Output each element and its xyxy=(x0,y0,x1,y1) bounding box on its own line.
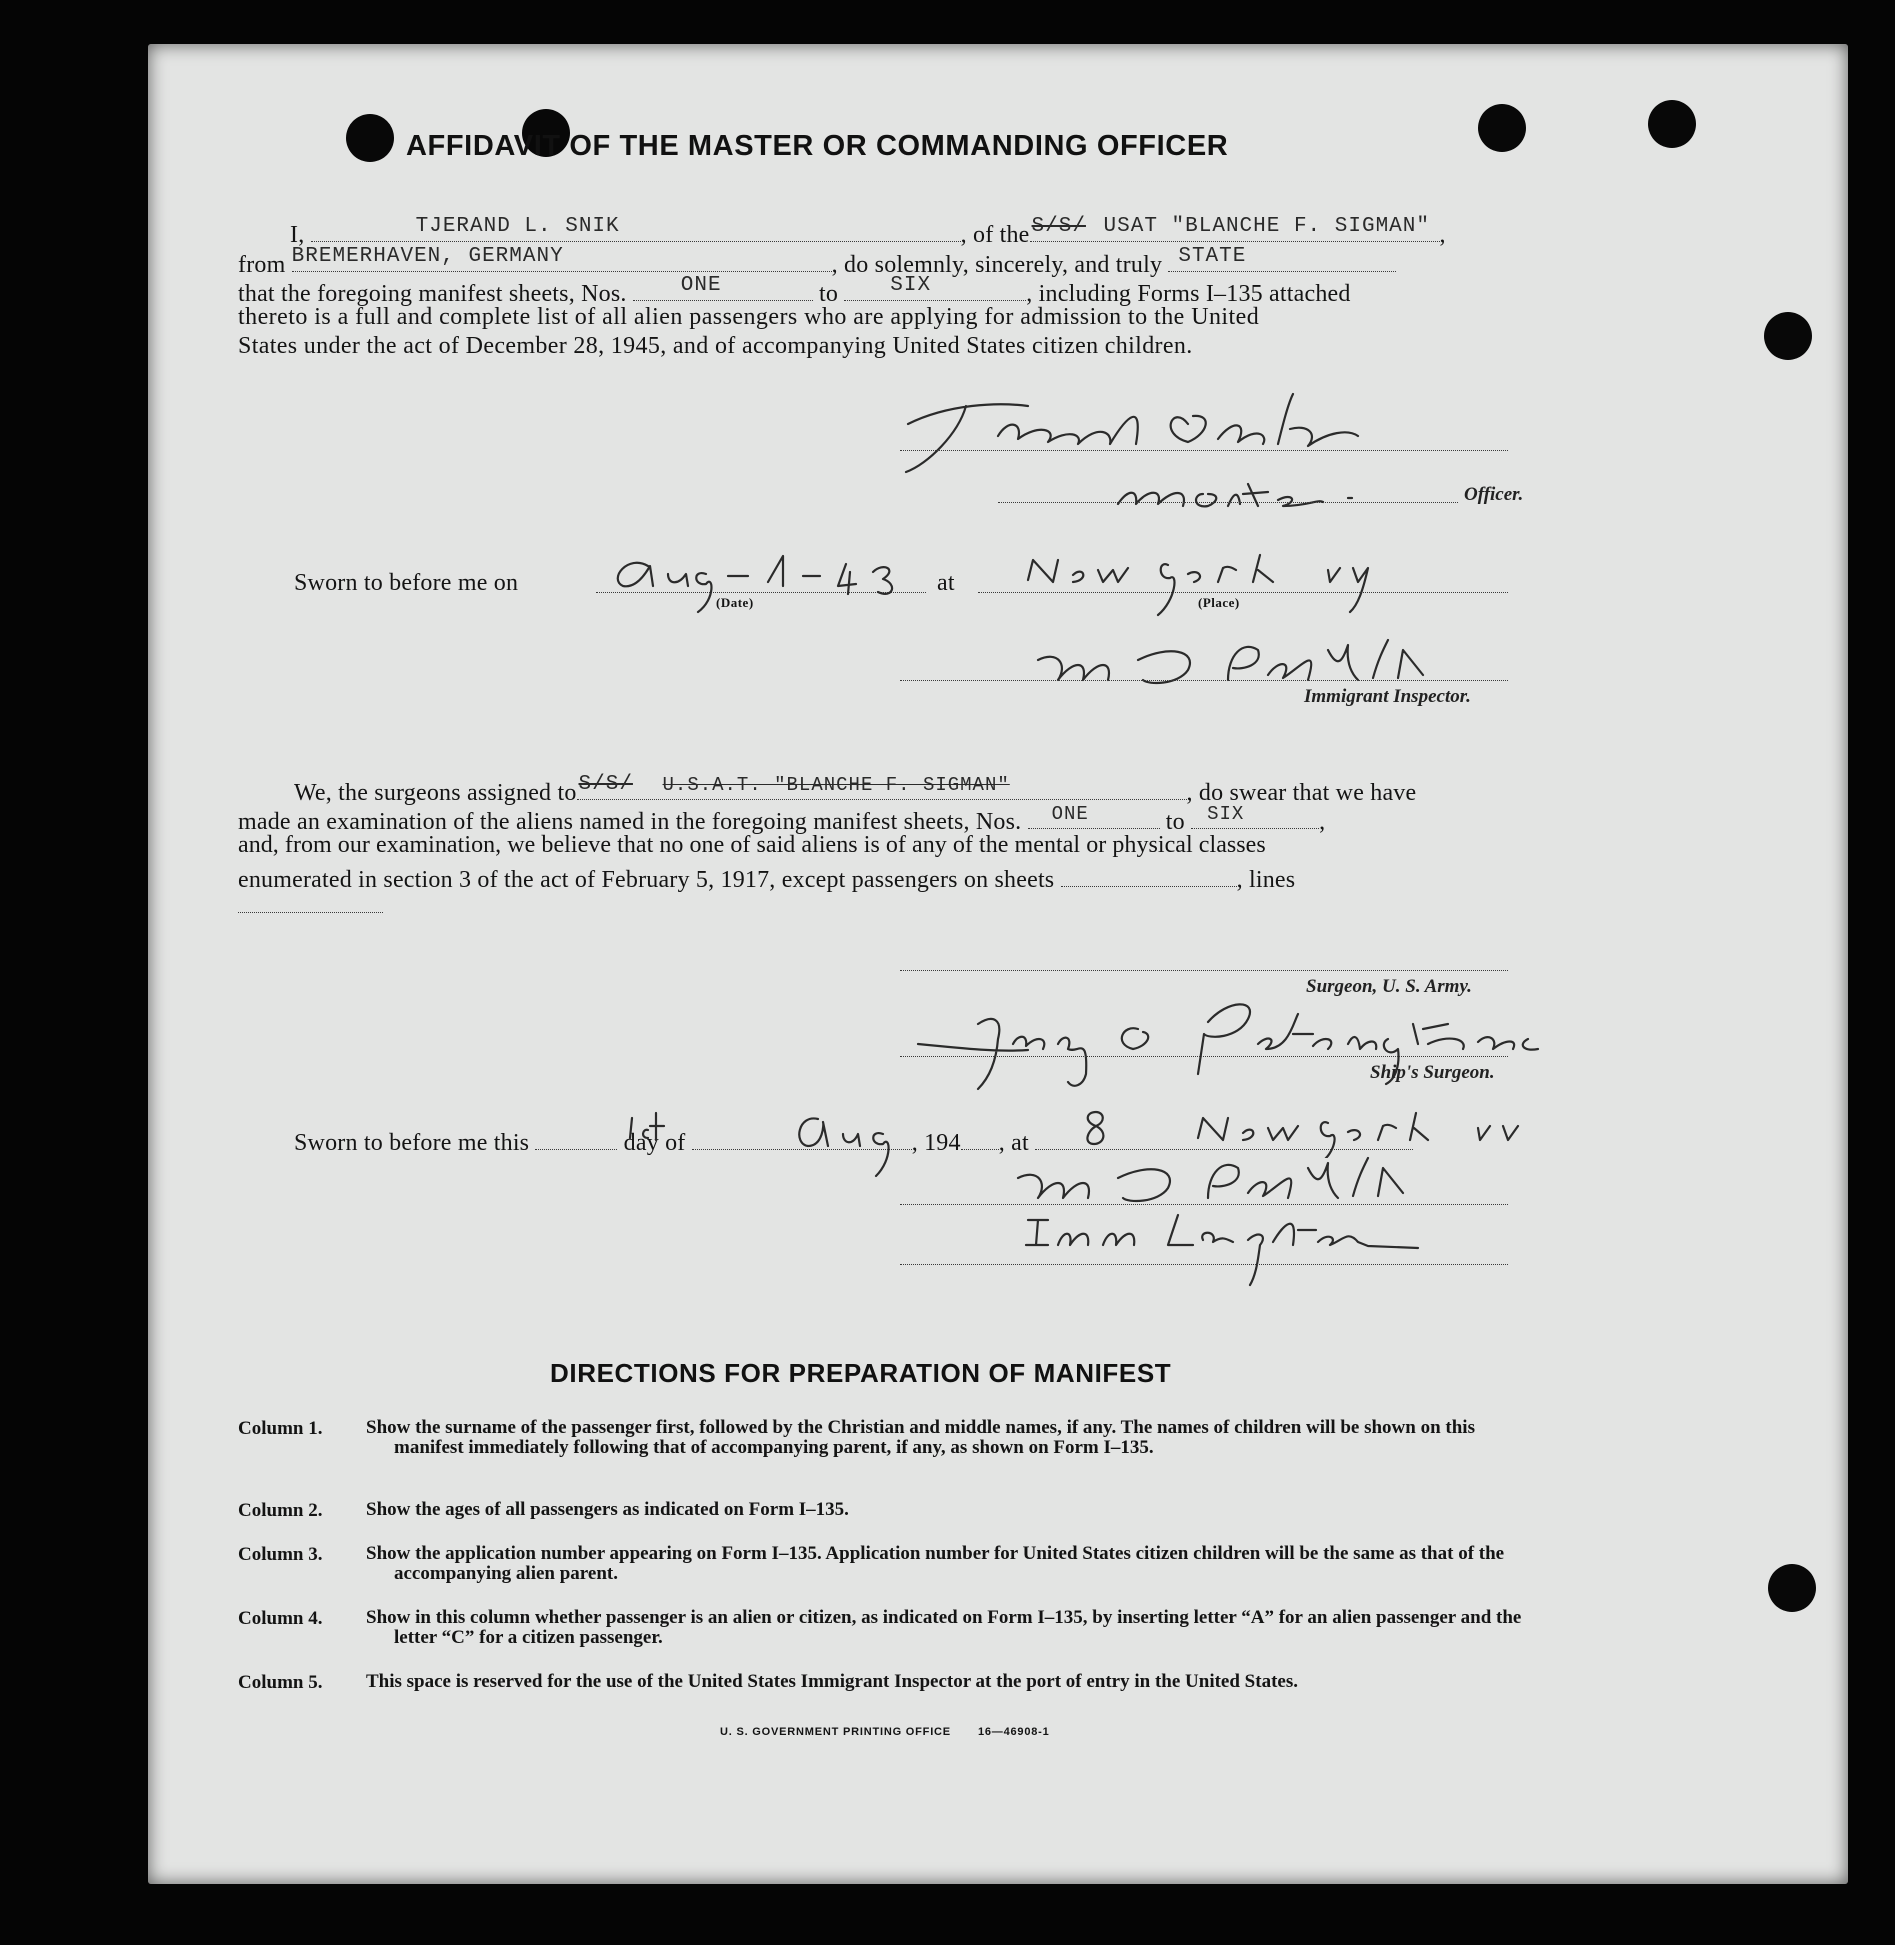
surgeon-ship-field xyxy=(577,774,1187,800)
sworn-month-handwritten xyxy=(788,1104,908,1184)
except-sheets-field xyxy=(1061,861,1237,887)
surgeon-line-2: made an examination of the aliens named in the foregoing manifest sheets, Nos. ONE to SIX , xyxy=(238,803,1326,836)
army-surgeon-caption: Surgeon, U. S. Army. xyxy=(1306,976,1472,997)
surgeon-ship-name: U.S.A.T. "BLANCHE F. SIGMAN" xyxy=(662,774,1010,797)
sheet-from-field xyxy=(633,275,813,301)
from-place-field xyxy=(292,246,832,272)
direction-column-label: Column 4. xyxy=(238,1608,323,1629)
master-line-1: I, TJERAND L. SNIK , of the S/S/ USAT "BLANCHE F. SIGMAN" , xyxy=(290,215,1446,249)
inspector-caption: Immigrant Inspector. xyxy=(1304,686,1471,707)
master-title-handwritten xyxy=(1108,464,1408,524)
surgeon-sheet-from: ONE xyxy=(1051,803,1089,826)
page-title: AFFIDAVIT OF THE MASTER OR COMMANDING OFFICER xyxy=(406,130,1229,162)
surgeon-ship-prefix xyxy=(579,773,633,796)
form-number: 16—46908-1 xyxy=(977,1726,1050,1738)
punch-hole xyxy=(346,114,394,162)
ship-surgeon-signature-line xyxy=(900,1056,1508,1057)
punch-hole xyxy=(1648,100,1696,148)
surgeon-sheet-to-field xyxy=(1191,803,1319,829)
sworn-day-field xyxy=(535,1124,617,1150)
direction-column-label: Column 3. xyxy=(238,1544,323,1565)
second-inspector-title-handwritten xyxy=(1018,1200,1538,1290)
master-signature-line xyxy=(900,450,1508,451)
i-label: I, xyxy=(290,222,305,249)
direction-column-label: Column 5. xyxy=(238,1672,323,1693)
from-place: BREMERHAVEN, GERMANY xyxy=(291,245,564,269)
sworn-day-handwritten xyxy=(618,1108,678,1148)
sheet-from: ONE xyxy=(680,274,722,298)
year-digit-field xyxy=(961,1124,999,1150)
direction-column-label: Column 1. xyxy=(238,1418,323,1439)
sheets-label: that the foregoing manifest sheets, Nos. xyxy=(238,281,627,308)
master-name-field xyxy=(311,216,961,242)
surgeon-sworn-label: Sworn to before me this xyxy=(294,1130,530,1157)
surgeon-at-label: , at xyxy=(998,1130,1029,1157)
printer-imprint xyxy=(720,1726,1050,1738)
direction-column-label: Column 2. xyxy=(238,1500,323,1521)
lines-label: , lines xyxy=(1236,867,1296,894)
directions-title: DIRECTIONS FOR PREPARATION OF MANIFEST xyxy=(550,1358,1172,1388)
year-digit-handwritten xyxy=(1076,1104,1116,1154)
surgeon-sheet-from-field xyxy=(1028,803,1160,829)
ship-surgeon-caption: Ship's Surgeon. xyxy=(1370,1062,1495,1083)
sworn-date-handwritten xyxy=(598,544,938,614)
direction-column-text: Show in this column whether passenger is an alien or citizen, as indicated on Form I–135, by inserting letter “A” for an alien passenger and the letter “C” for a citizen passenger. xyxy=(366,1607,1522,1648)
punch-hole xyxy=(1478,104,1526,152)
date-caption: (Date) xyxy=(716,595,754,610)
printer-name: U. S. GOVERNMENT PRINTING OFFICE xyxy=(720,1726,951,1738)
ship-field xyxy=(1030,216,1440,242)
of-the-label: , of the xyxy=(960,222,1030,249)
third-signature-line xyxy=(900,1264,1508,1265)
master-line-4: thereto is a full and complete list of all alien passengers who are applying for admission to the United xyxy=(238,304,1260,330)
swear-label: , do swear that we have xyxy=(1186,780,1417,807)
surgeon-line-2-text: made an examination of the aliens named in the foregoing manifest sheets, Nos. xyxy=(238,809,1022,836)
day-of-label: day of xyxy=(623,1130,686,1157)
place-caption: (Place) xyxy=(1198,595,1240,610)
punch-hole xyxy=(1768,1564,1816,1612)
surgeon-sheet-to: SIX xyxy=(1207,803,1245,826)
officer-signature-line xyxy=(998,502,1458,503)
master-sworn-label: Sworn to before me on xyxy=(294,570,519,596)
master-line-5: States under the act of December 28, 1945, and of accompanying United States citizen children. xyxy=(238,333,1193,359)
sheet-to: SIX xyxy=(890,274,932,298)
direction-column-text: Show the ages of all passengers as indicated on Form I–135. xyxy=(366,1499,849,1520)
lines-field xyxy=(238,912,383,913)
master-name: TJERAND L. SNIK xyxy=(415,215,620,239)
surgeon-to-label: to xyxy=(1165,809,1185,836)
ship-name: USAT "BLANCHE F. SIGMAN" xyxy=(1103,215,1430,239)
direction-column-text: Show the surname of the passenger first, followed by the Christian and middle names, if any. The names of children will be shown on this manifest immediately following that of accompanying parent, if any, as shown on Form I–135. xyxy=(366,1417,1475,1458)
army-surgeon-signature-line xyxy=(900,970,1508,971)
direction-column-text: This space is reserved for the use of the United States Immigrant Inspector at the port of entry in the United States. xyxy=(366,1671,1298,1692)
ship-prefix xyxy=(1032,215,1086,238)
master-at-label: at xyxy=(937,570,955,596)
ship-prefix-text: S/S/ xyxy=(1031,215,1086,239)
officer-caption: Officer. xyxy=(1464,484,1524,505)
from-label: from xyxy=(238,252,286,279)
verb-field xyxy=(1168,246,1396,272)
verb: STATE xyxy=(1178,245,1247,269)
surgeon-line-4-text: enumerated in section 3 of the act of February 5, 1917, except passengers on sheets xyxy=(238,867,1055,894)
sheet-to-field xyxy=(844,275,1026,301)
forms-label: , including Forms I–135 attached xyxy=(1026,281,1351,308)
document-sheet xyxy=(148,44,1848,1884)
punch-hole xyxy=(1764,312,1812,360)
we-label: We, the surgeons assigned to xyxy=(294,780,577,807)
inspector-signature-line xyxy=(900,680,1508,681)
surgeon-ship-prefix-text: S/S/ xyxy=(578,773,633,797)
to-label: to xyxy=(818,281,839,308)
surgeon-line-3: and, from our examination, we believe that no one of said aliens is of any of the mental or physical classes xyxy=(238,832,1266,858)
solemnly-label: , do solemnly, sincerely, and truly xyxy=(831,252,1163,279)
surgeon-line-4 xyxy=(238,861,1295,894)
direction-column-text: Show the application number appearing on Form I–135. Application number for United States citizen children will be the same as that of the accompanying alien parent. xyxy=(366,1543,1505,1584)
master-signature xyxy=(888,384,1368,474)
year-prefix: , 194 xyxy=(911,1130,961,1157)
